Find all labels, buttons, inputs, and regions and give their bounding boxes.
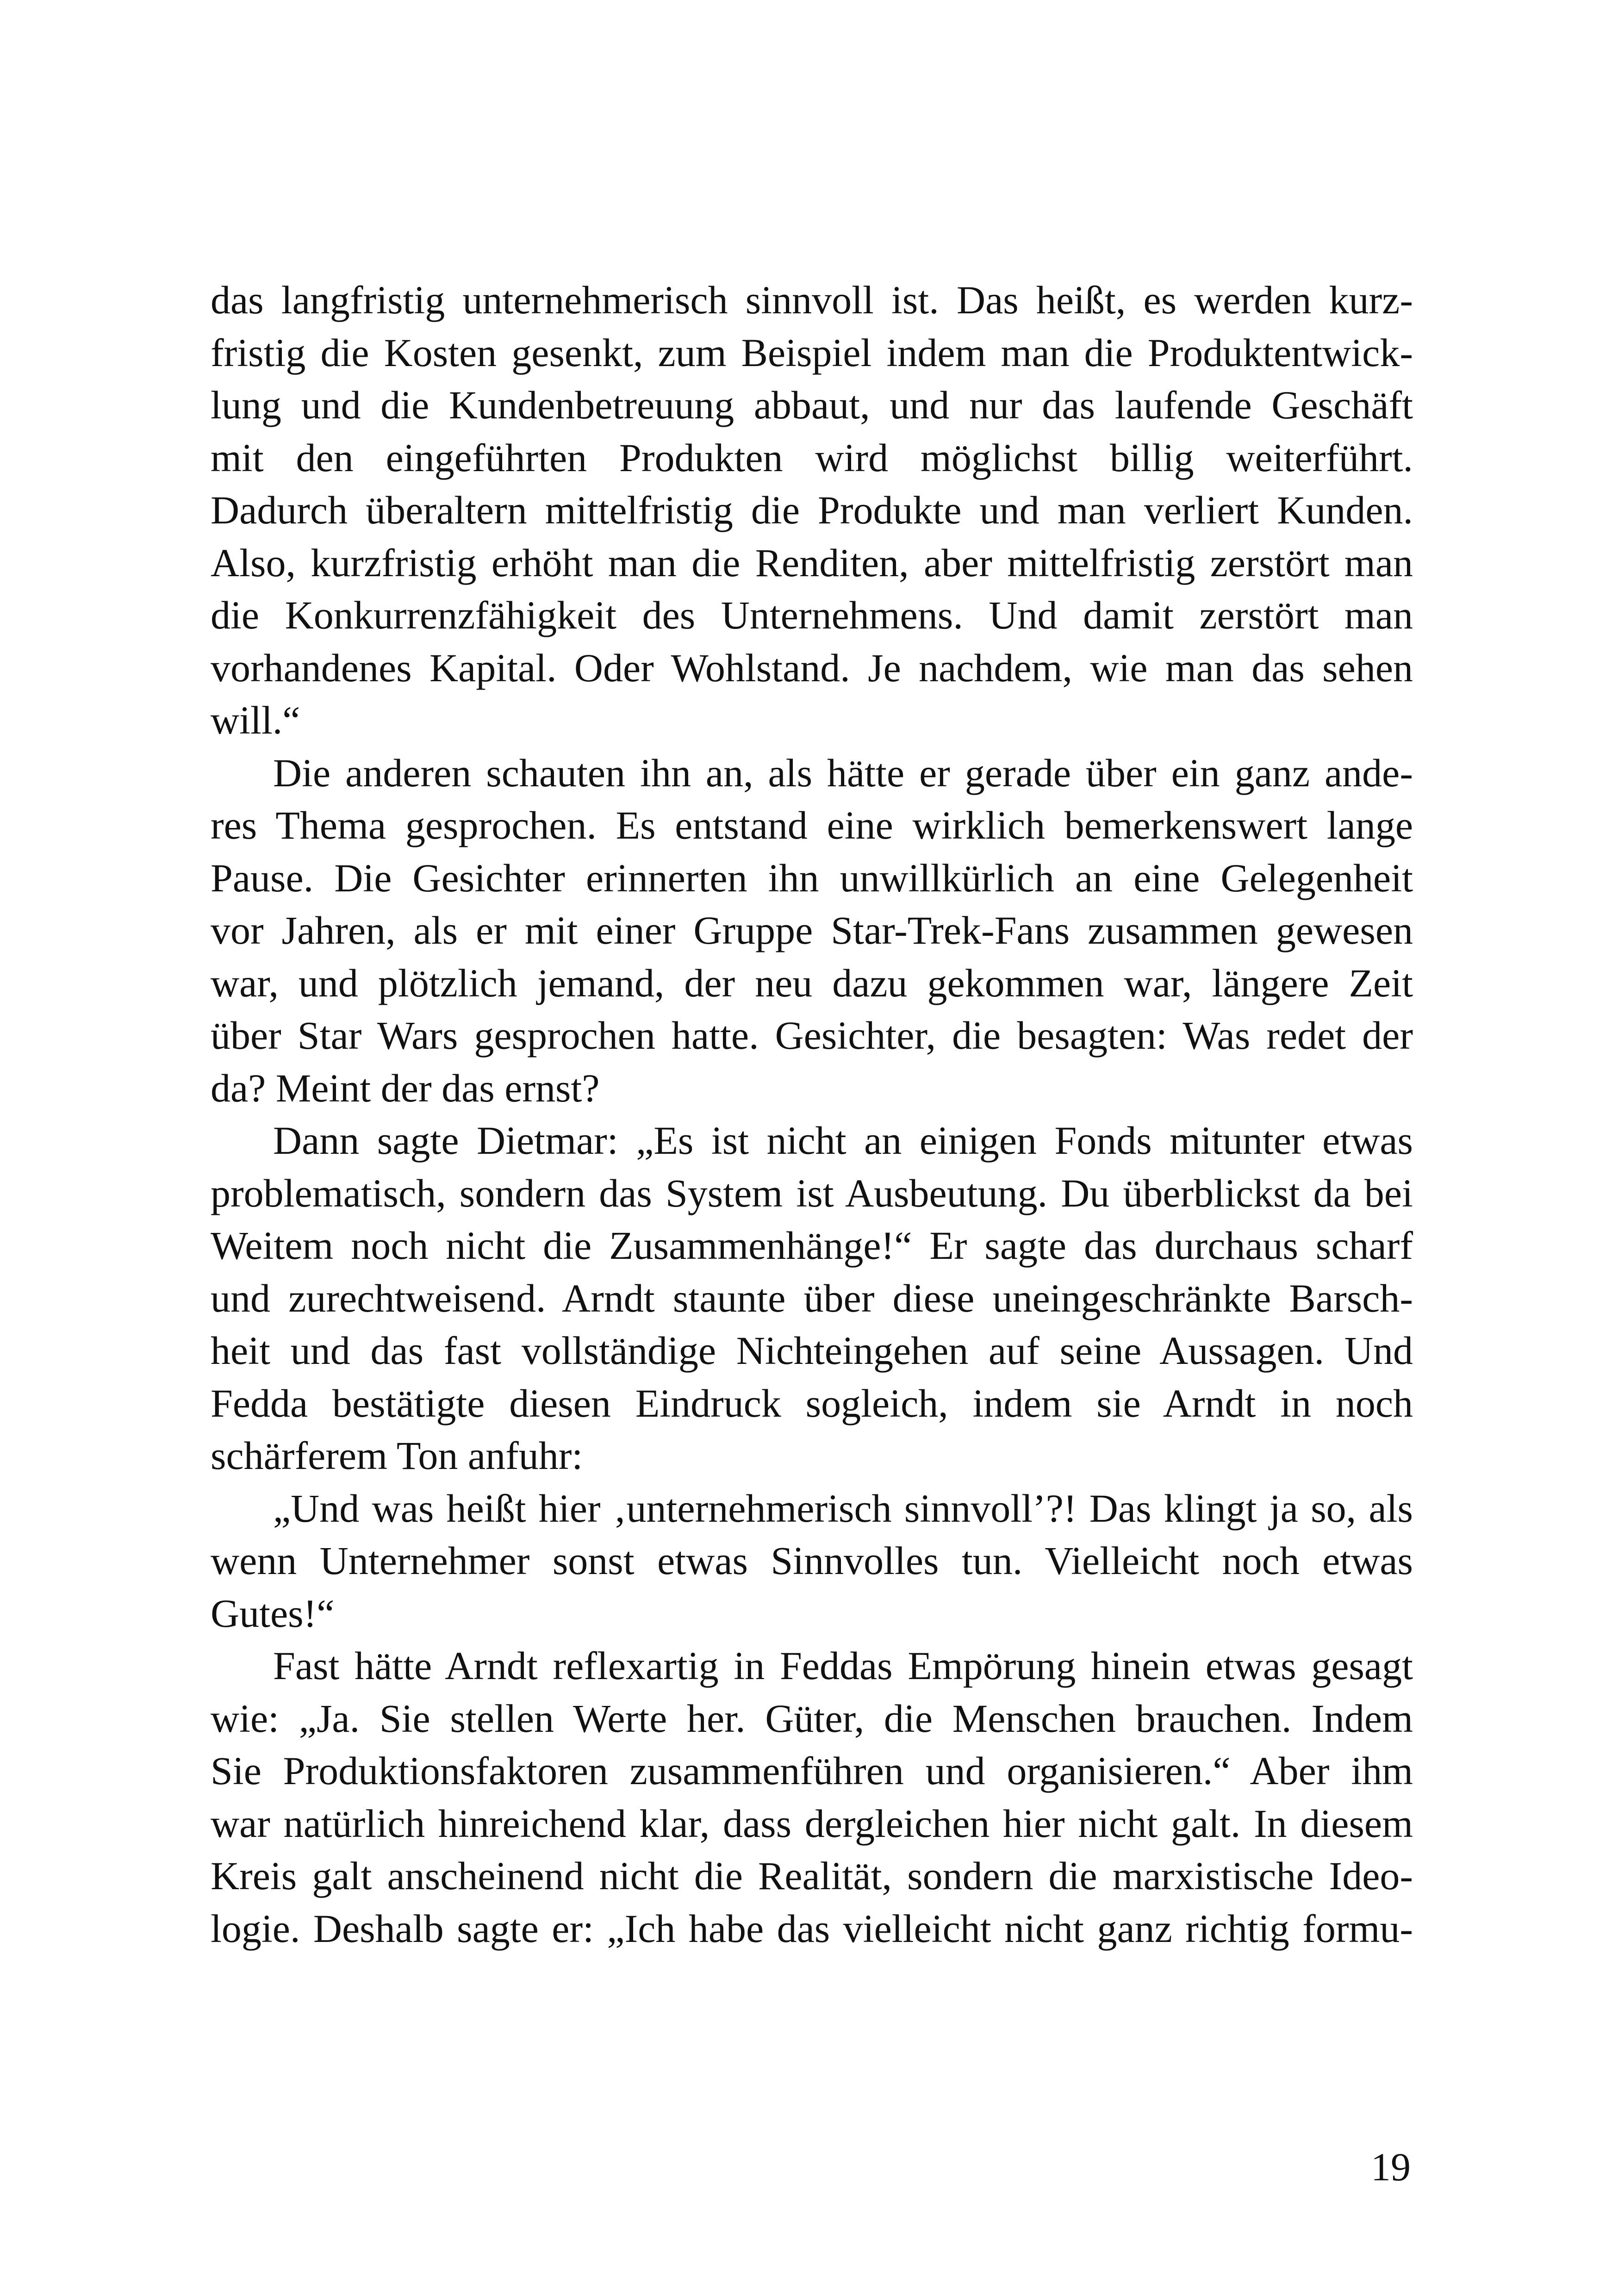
text-line: Die anderen schauten ihn an, als hätte er gerade über ein ganz ande- (273, 750, 1413, 795)
text-line: über Star Wars gesprochen hatte. Gesichter, die besagten: Was redet der (211, 1013, 1413, 1058)
text-line: vor Jahren, als er mit einer Gruppe Star-Trek-Fans zusammen gewesen (211, 908, 1413, 952)
text-line: fristig die Kosten gesenkt, zum Beispiel indem man die Produktentwick- (211, 330, 1413, 375)
paragraph (211, 747, 1413, 1115)
text-line: Also, kurzfristig erhöht man die Renditen, aber mittelfristig zerstört man (211, 540, 1413, 585)
text-line: will.“ (211, 698, 300, 742)
text-line: Dadurch überaltern mittelfristig die Produkte und man verliert Kunden. (211, 488, 1413, 532)
page-number: 19 (1371, 2145, 1411, 2189)
text-line: lung und die Kundenbetreuung abbaut, und nur das laufende Geschäft (211, 383, 1413, 427)
text-line: und zurechtweisend. Arndt staunte über diese uneingeschränkte Barsch- (211, 1276, 1413, 1320)
text-line: Kreis galt anscheinend nicht die Realität, sondern die marxistische Ideo- (211, 1854, 1413, 1898)
paragraph (211, 1640, 1413, 1955)
text-line: logie. Deshalb sagte er: „Ich habe das vielleicht nicht ganz richtig formu- (211, 1906, 1413, 1951)
text-line: heit und das fast vollständige Nichteingehen auf seine Aussagen. Und (211, 1328, 1413, 1373)
text-line: Dann sagte Dietmar: „Es ist nicht an einigen Fonds mitunter etwas (273, 1118, 1413, 1163)
text-line: mit den eingeführten Produkten wird möglichst billig weiterführt. (211, 435, 1413, 480)
text-line: war natürlich hinreichend klar, dass dergleichen hier nicht galt. In diesem (211, 1801, 1413, 1846)
body-text (211, 274, 1413, 1955)
paragraph (211, 1482, 1413, 1640)
paragraph (211, 274, 1413, 747)
text-line: Fast hätte Arndt reflexartig in Feddas Empörung hinein etwas gesagt (273, 1643, 1413, 1688)
text-line: vorhandenes Kapital. Oder Wohlstand. Je nachdem, wie man das sehen (211, 645, 1413, 690)
text-line: schärferem Ton anfuhr: (211, 1433, 583, 1478)
text-line: da? Meint der das ernst? (211, 1065, 600, 1110)
text-line: Sie Produktionsfaktoren zusammenführen und organisieren.“ Aber ihm (211, 1748, 1413, 1793)
text-line: Gutes!“ (211, 1591, 335, 1636)
text-line: res Thema gesprochen. Es entstand eine wirklich bemerkenswert lange (211, 803, 1413, 847)
text-line: Pause. Die Gesichter erinnerten ihn unwillkürlich an eine Gelegenheit (211, 855, 1413, 900)
text-line: war, und plötzlich jemand, der neu dazu gekommen war, längere Zeit (211, 960, 1413, 1005)
paragraph (211, 1114, 1413, 1482)
text-line: Fedda bestätigte diesen Eindruck sogleich, indem sie Arndt in noch (211, 1381, 1413, 1425)
text-line: das langfristig unternehmerisch sinnvoll ist. Das heißt, es werden kurz- (211, 278, 1413, 322)
text-line: problematisch, sondern das System ist Ausbeutung. Du überblickst da bei (211, 1170, 1413, 1215)
text-line: wenn Unternehmer sonst etwas Sinnvolles tun. Vielleicht noch etwas (211, 1538, 1413, 1583)
text-line: Weitem noch nicht die Zusammenhänge!“ Er sagte das durchaus scharf (211, 1223, 1413, 1268)
text-line: wie: „Ja. Sie stellen Werte her. Güter, die Menschen brauchen. Indem (211, 1696, 1413, 1741)
text-line: „Und was heißt hier ‚unternehmerisch sinnvoll’?! Das klingt ja so, als (273, 1486, 1413, 1531)
text-line: die Konkurrenzfähigkeit des Unternehmens. Und damit zerstört man (211, 593, 1413, 637)
